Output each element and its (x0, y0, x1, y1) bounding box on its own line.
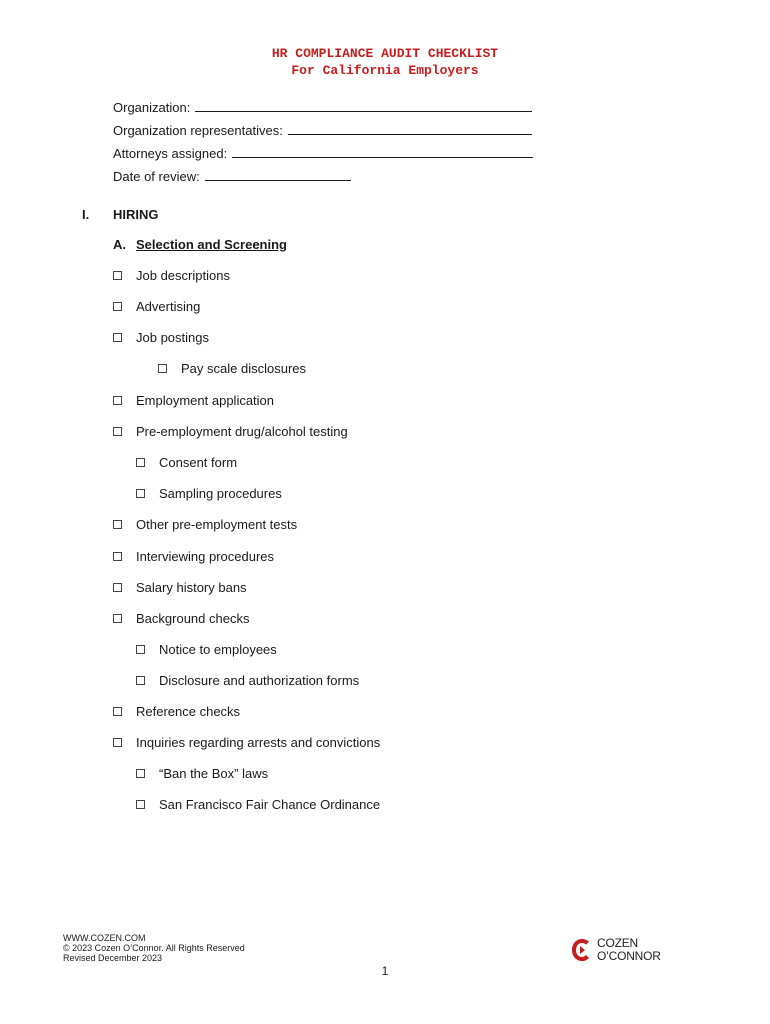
checkbox-icon[interactable] (136, 645, 145, 654)
checkbox-icon[interactable] (113, 427, 122, 436)
date-label: Date of review: (113, 169, 200, 184)
attorneys-label: Attorneys assigned: (113, 146, 228, 161)
checklist-item: Inquiries regarding arrests and convictions (113, 735, 380, 750)
checklist-item: Advertising (113, 299, 200, 314)
date-blank-line (205, 169, 351, 181)
logo-wordmark: COZEN O’CONNOR (597, 936, 661, 963)
checklist-item: Notice to employees (136, 642, 277, 657)
document-subtitle: For California Employers (291, 63, 479, 78)
checkbox-icon[interactable] (136, 458, 145, 467)
organization-field (113, 100, 532, 115)
checklist-item: Job descriptions (113, 268, 230, 283)
checkbox-icon[interactable] (113, 583, 122, 592)
footer-copyright: © 2023 Cozen O’Connor. All Rights Reserved (63, 943, 245, 953)
document-title: HR COMPLIANCE AUDIT CHECKLIST (271, 46, 499, 61)
attorneys-blank-line (232, 146, 533, 158)
representatives-label: Organization representatives: (113, 123, 283, 138)
checklist-item: Pre-employment drug/alcohol testing (113, 424, 348, 439)
organization-label: Organization: (113, 100, 191, 115)
section-title: HIRING (113, 207, 159, 222)
checklist-item: Interviewing procedures (113, 549, 274, 564)
representatives-blank-line (288, 123, 532, 135)
checkbox-icon[interactable] (113, 302, 122, 311)
footer-block (63, 933, 245, 963)
checkbox-icon[interactable] (113, 552, 122, 561)
date-field (113, 169, 351, 184)
checkbox-icon[interactable] (113, 333, 122, 342)
attorneys-field (113, 146, 533, 161)
organization-blank-line (195, 100, 532, 112)
representatives-field (113, 123, 532, 138)
checklist-item: San Francisco Fair Chance Ordinance (136, 797, 380, 812)
checklist-item: Consent form (136, 455, 237, 470)
checkbox-icon[interactable] (136, 769, 145, 778)
checkbox-icon[interactable] (113, 707, 122, 716)
checkbox-icon[interactable] (113, 271, 122, 280)
checklist-item: Disclosure and authorization forms (136, 673, 359, 688)
checkbox-icon[interactable] (113, 520, 122, 529)
checklist-item: Salary history bans (113, 580, 247, 595)
footer-revised: Revised December 2023 (63, 953, 163, 963)
footer-website[interactable]: WWW.COZEN.COM (63, 933, 146, 943)
checkbox-icon[interactable] (136, 676, 145, 685)
checklist-item: “Ban the Box” laws (136, 766, 268, 781)
cozen-oconnor-logo-icon (571, 937, 593, 963)
subsection-letter: A. (113, 237, 126, 252)
checklist-item: Reference checks (113, 704, 240, 719)
checkbox-icon[interactable] (136, 489, 145, 498)
checkbox-icon[interactable] (113, 738, 122, 747)
checklist-item: Job postings (113, 330, 209, 345)
checkbox-icon[interactable] (136, 800, 145, 809)
checkbox-icon[interactable] (113, 396, 122, 405)
cozen-oconnor-logo (571, 937, 661, 963)
section-number: I. (82, 207, 90, 222)
checkbox-icon[interactable] (113, 614, 122, 623)
checklist-item: Other pre-employment tests (113, 517, 297, 532)
subsection-title: Selection and Screening (136, 237, 287, 252)
checklist-item: Background checks (113, 611, 249, 626)
checklist-item: Pay scale disclosures (158, 361, 306, 376)
page-number: 1 (381, 964, 389, 978)
checklist-item: Sampling procedures (136, 486, 282, 501)
checkbox-icon[interactable] (158, 364, 167, 373)
checklist-item: Employment application (113, 393, 274, 408)
